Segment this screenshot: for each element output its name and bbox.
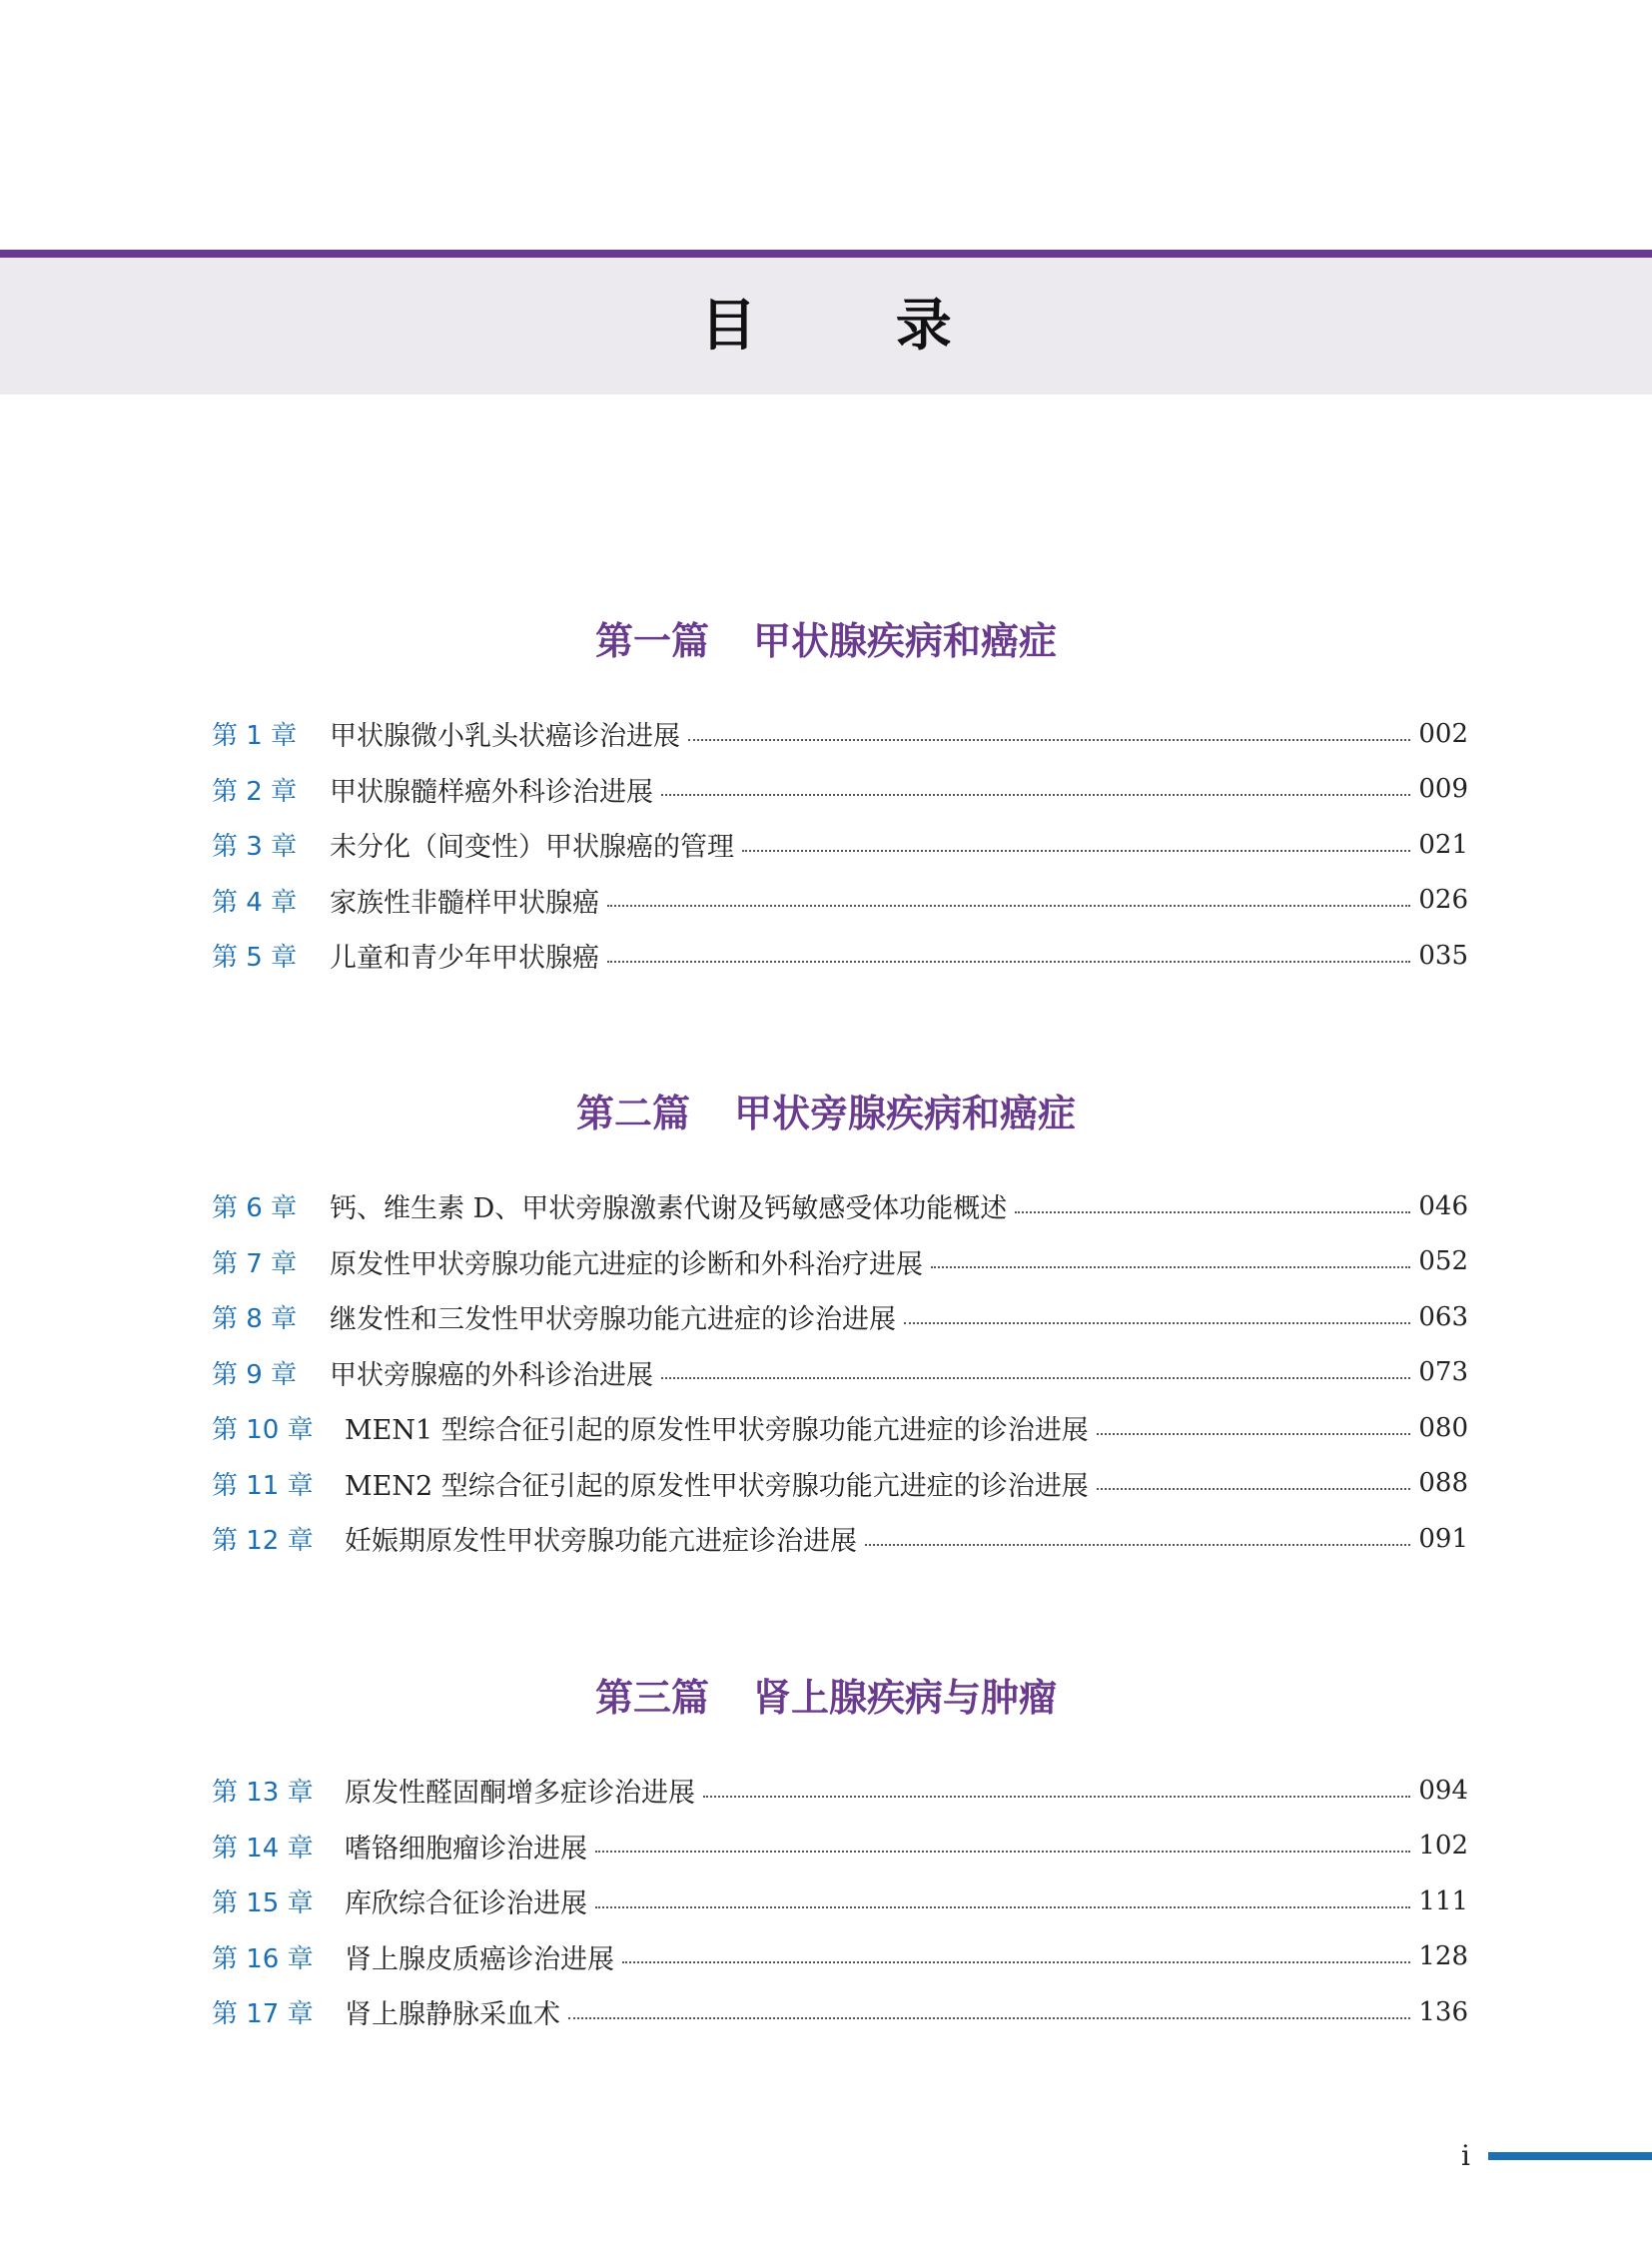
dot-leader	[865, 1544, 1410, 1546]
page-number: 052	[1418, 1246, 1468, 1277]
toc-entry[interactable]	[212, 1178, 1468, 1234]
part-heading	[0, 616, 1652, 666]
part-name: 肾上腺疾病与肿瘤	[753, 1676, 1058, 1720]
chapter-label: 第 1 章	[212, 721, 298, 752]
toc-entry[interactable]	[212, 873, 1468, 929]
chapter-title: 家族性非髓样甲状腺癌	[330, 887, 599, 919]
toc-entry[interactable]	[212, 1456, 1468, 1512]
chapter-label: 第 11 章	[212, 1470, 314, 1501]
chapter-label: 第 12 章	[212, 1526, 314, 1557]
page-number: 009	[1418, 774, 1468, 805]
chapter-label: 第 9 章	[212, 1359, 298, 1390]
dot-leader	[1097, 1433, 1411, 1435]
chapter-title: 库欣综合征诊治进展	[345, 1888, 587, 1920]
page-number: 073	[1418, 1357, 1468, 1388]
toc-entry[interactable]	[212, 1289, 1468, 1345]
page-number: 111	[1418, 1885, 1468, 1916]
dot-leader	[931, 1266, 1410, 1268]
toc-entry[interactable]	[212, 1984, 1468, 2040]
page-number: 091	[1418, 1523, 1468, 1554]
chapter-label: 第 7 章	[212, 1248, 298, 1279]
chapter-title: 甲状腺髓样癌外科诊治进展	[330, 776, 653, 808]
chapter-title: 钙、维生素 D、甲状旁腺激素代谢及钙敏感受体功能概述	[330, 1193, 1008, 1225]
page-number: 094	[1418, 1775, 1468, 1806]
dot-leader	[742, 850, 1410, 852]
toc-entry[interactable]	[212, 928, 1468, 984]
page-number: 128	[1418, 1941, 1468, 1972]
page-number: 102	[1418, 1831, 1468, 1862]
page-number: 002	[1418, 718, 1468, 749]
chapter-label: 第 6 章	[212, 1193, 298, 1224]
part-heading	[0, 1089, 1652, 1138]
top-rule	[0, 250, 1652, 258]
toc-entry[interactable]	[212, 1929, 1468, 1985]
toc-entry[interactable]	[212, 1400, 1468, 1456]
chapter-label: 第 16 章	[212, 1943, 314, 1974]
dot-leader	[568, 2017, 1410, 2019]
part-heading	[0, 1673, 1652, 1723]
toc-entry[interactable]	[212, 1234, 1468, 1290]
toc-entry[interactable]	[212, 1873, 1468, 1929]
toc-entry[interactable]	[212, 1345, 1468, 1401]
page-title: 目 录	[700, 293, 1012, 359]
chapter-label: 第 2 章	[212, 776, 298, 807]
page-number: 046	[1418, 1190, 1468, 1221]
chapter-label: 第 17 章	[212, 1999, 314, 2030]
dot-leader	[688, 739, 1410, 741]
chapter-title: 继发性和三发性甲状旁腺功能亢进症的诊治进展	[330, 1304, 896, 1336]
toc-list	[212, 1763, 1468, 2040]
page-number: 021	[1418, 829, 1468, 860]
toc-list	[212, 1178, 1468, 1567]
dot-leader	[595, 1851, 1410, 1853]
chapter-title: 嗜铬细胞瘤诊治进展	[345, 1833, 587, 1865]
chapter-title: MEN2 型综合征引起的原发性甲状旁腺功能亢进症的诊治进展	[345, 1470, 1089, 1502]
chapter-title: 未分化（间变性）甲状腺癌的管理	[330, 832, 734, 864]
chapter-title: 原发性甲状旁腺功能亢进症的诊断和外科治疗进展	[330, 1248, 923, 1280]
page-number: 026	[1418, 885, 1468, 916]
page-folio: i	[1461, 2139, 1470, 2172]
chapter-label: 第 13 章	[212, 1778, 314, 1809]
folio-bar	[1488, 2152, 1652, 2160]
toc-entry[interactable]	[212, 1819, 1468, 1874]
chapter-title: 肾上腺静脉采血术	[345, 1999, 560, 2031]
chapter-label: 第 4 章	[212, 887, 298, 918]
chapter-label: 第 15 章	[212, 1888, 314, 1919]
dot-leader	[1097, 1488, 1411, 1490]
toc-entry[interactable]	[212, 817, 1468, 873]
toc-entry[interactable]	[212, 1511, 1468, 1567]
dot-leader	[661, 794, 1410, 796]
page-number: 080	[1418, 1412, 1468, 1443]
dot-leader	[661, 1377, 1410, 1379]
page-number: 088	[1418, 1468, 1468, 1499]
dot-leader	[703, 1796, 1410, 1798]
dot-leader	[595, 1906, 1410, 1908]
dot-leader	[607, 905, 1410, 907]
dot-leader	[1015, 1211, 1410, 1213]
page-number: 063	[1418, 1301, 1468, 1332]
chapter-label: 第 14 章	[212, 1833, 314, 1864]
chapter-title: MEN1 型综合征引起的原发性甲状旁腺功能亢进症的诊治进展	[345, 1415, 1089, 1447]
chapter-label: 第 10 章	[212, 1415, 314, 1446]
part-label: 第一篇	[594, 619, 709, 663]
part-name: 甲状腺疾病和癌症	[753, 619, 1058, 663]
dot-leader	[622, 1961, 1410, 1963]
part-name: 甲状旁腺疾病和癌症	[734, 1092, 1077, 1135]
toc-entry[interactable]	[212, 1763, 1468, 1819]
part-label: 第三篇	[594, 1676, 709, 1720]
chapter-title: 甲状腺微小乳头状癌诊治进展	[330, 721, 680, 753]
chapter-label: 第 3 章	[212, 832, 298, 863]
dot-leader	[904, 1322, 1410, 1324]
page-number: 136	[1418, 1996, 1468, 2027]
part-label: 第二篇	[575, 1092, 690, 1135]
toc-entry[interactable]	[212, 762, 1468, 818]
toc-entry[interactable]	[212, 706, 1468, 762]
toc-list	[212, 706, 1468, 984]
chapter-title: 甲状旁腺癌的外科诊治进展	[330, 1359, 653, 1391]
chapter-label: 第 5 章	[212, 943, 298, 974]
chapter-title: 原发性醛固酮增多症诊治进展	[345, 1778, 695, 1810]
chapter-title: 儿童和青少年甲状腺癌	[330, 943, 599, 975]
page-number: 035	[1418, 940, 1468, 971]
chapter-label: 第 8 章	[212, 1304, 298, 1335]
chapter-title: 妊娠期原发性甲状旁腺功能亢进症诊治进展	[345, 1526, 857, 1558]
dot-leader	[607, 961, 1410, 963]
chapter-title: 肾上腺皮质癌诊治进展	[345, 1943, 614, 1975]
